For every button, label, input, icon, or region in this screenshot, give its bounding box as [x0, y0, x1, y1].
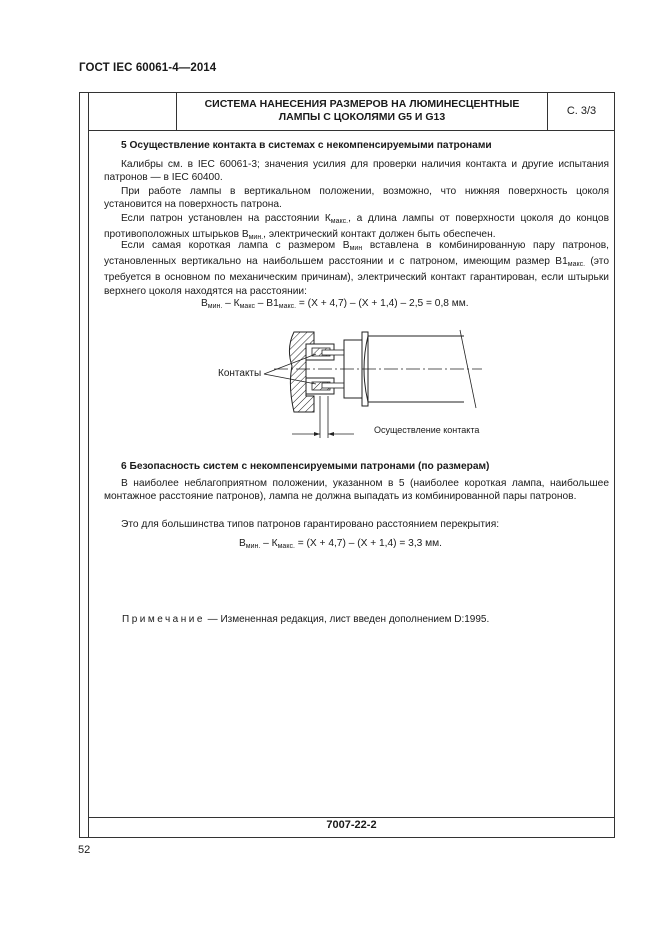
note — [122, 614, 489, 625]
formula-section-5: $В_{мин.} - К_{макс} - В1_{макс.} = (X + 4,7) - (X + 1,4) - 2,5 = 0,8$ мм. — [201, 298, 469, 310]
title-block — [176, 92, 548, 130]
section-5-paragraph-2: При работе лампы в вертикальном положении, возможно, что нижняя поверхность цоколя установится на поверхность патрона. — [104, 186, 609, 211]
section-5-heading: 5 Осуществление контакта в системах с некомпенсируемыми патронами — [121, 140, 492, 151]
footer-divider — [88, 817, 615, 818]
sheet-page: С. 3/3 — [566, 105, 597, 117]
frame-margin-line — [88, 92, 89, 838]
section-6-paragraph-2: Это для большинства типов патронов гарантировано расстоянием перекрытия: — [121, 519, 500, 530]
page-number: 52 — [78, 844, 91, 856]
section-5-paragraph-3: Если патрон установлен на расстоянии $К_{макс.}$, а длина лампы от поверхности цоколя до концов противоположных штырьков $В_{мин.}$, электрический контакт должен быть обеспечен. — [104, 213, 609, 242]
formula-section-6: $В_{мин.} - К_{макс.} = (X + 4,7) - (X + 1,4) = 3,3$ мм. — [239, 538, 442, 550]
section-6-paragraph-1: В наиболее неблагоприятном положении, указанном в 5 (наиболее короткая лампа, наибольшее монтажное расстояние патронов), лампа не должна выпадать из комбинированной пары патронов. — [104, 478, 609, 503]
figure-caption: Осуществление контакта — [374, 425, 480, 435]
standard-number: ГОСТ IEC 60061-4—2014 — [79, 62, 217, 74]
title-line-1: СИСТЕМА НАНЕСЕНИЯ РАЗМЕРОВ НА ЛЮМИНЕСЦЕНТНЫЕ — [204, 98, 520, 110]
note-text: — Измененная редакция, лист введен дополнением D:1995. — [204, 614, 490, 625]
contacts-label: Контакты — [218, 368, 262, 379]
section-5-paragraph-4: Если самая короткая лампа с размером $В_{мин}$ вставлена в комбинированную пару патронов, установленных вертикально на наибольшем расстоянии и с патроном, имеющим размер $В1_{макс.}$ (это требуется в основном по механическим причинам), электрический контакт гарантирован, если штырьки верхнего цоколя находятся на расстоянии: — [104, 240, 609, 297]
note-label: Примечание — [122, 614, 205, 625]
section-6-heading: 6 Безопасность систем с некомпенсируемыми патронами (по размерам) — [121, 461, 490, 472]
title-divider — [88, 130, 615, 131]
title-line-2: ЛАМПЫ С ЦОКОЛЯМИ G5 И G13 — [278, 111, 446, 123]
document-code: 7007-22-2 — [326, 819, 377, 831]
section-5-paragraph-1: Калибры см. в IEC 60061-3; значения усилия для проверки наличия контакта и другие испытания патронов — в IEC 60400. — [104, 159, 609, 184]
